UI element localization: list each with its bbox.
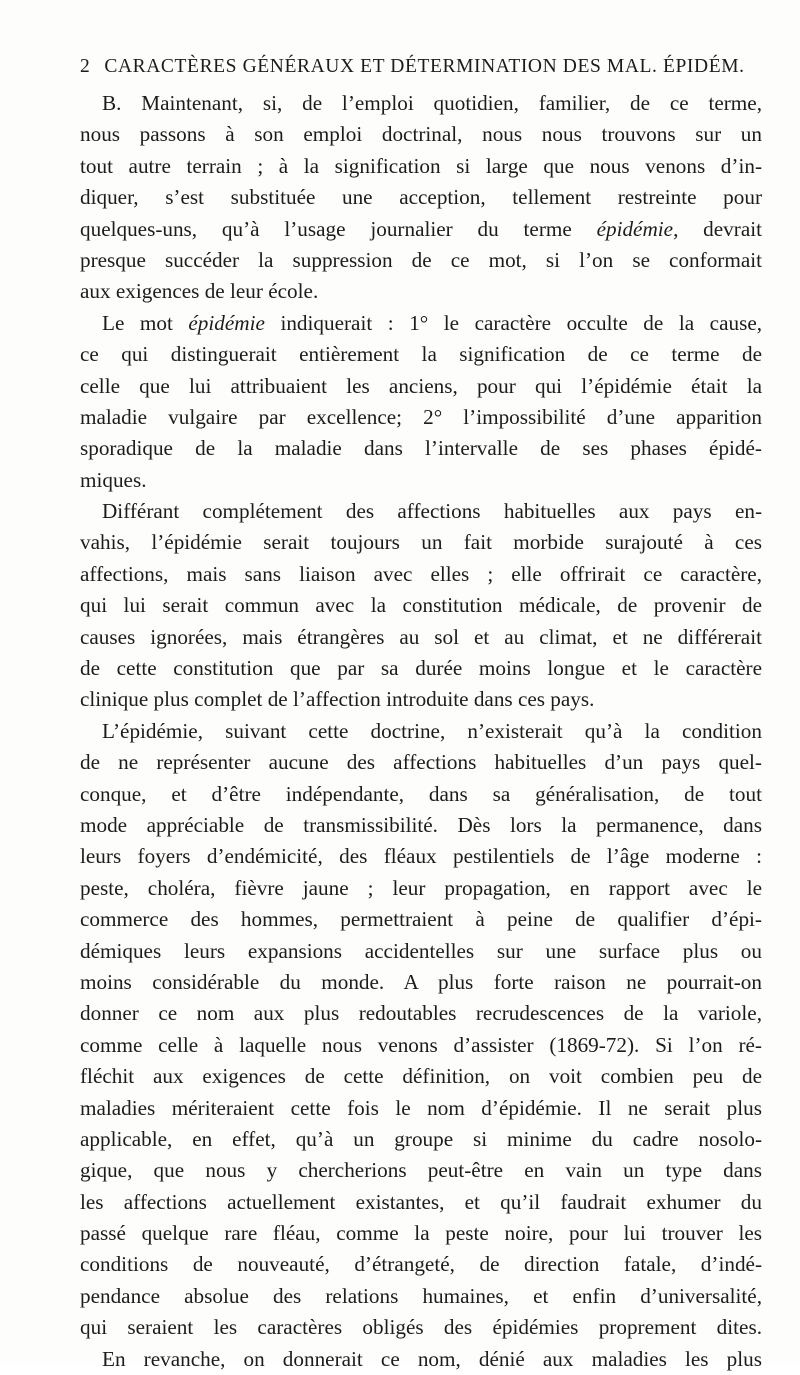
text-line: En revanche, on donnerait ce nom, dénié aux maladies les plus — [102, 1346, 762, 1371]
text-line: passé quelque rare fléau, comme la peste noire, pour lui trouver les — [80, 1221, 762, 1246]
text-line: maladie vulgaire par excellence; 2° l’impossibilité d’une apparition — [80, 404, 762, 429]
text-line: ce qui distinguerait entièrement la signification de ce terme de — [80, 342, 762, 367]
text-line: celle que lui attribuaient les anciens, pour qui l’épidémie était la — [80, 373, 762, 398]
text-line: maladies mériteraient cette fois le nom d’épidémie. Il ne serait plus — [80, 1095, 762, 1120]
text-line: miques. — [80, 467, 147, 492]
text-line: gique, que nous y chercherions peut-être en vain un type dans — [80, 1158, 762, 1183]
text-line: presque succéder la suppression de ce mot, si l’on se conformait — [80, 247, 762, 272]
text-line: qui lui serait commun avec la constitution médicale, de provenir de — [80, 593, 762, 618]
text-line: comme celle à laquelle nous venons d’assister (1869-72). Si l’on ré- — [80, 1032, 762, 1057]
text-line: commerce des hommes, permettraient à peine de qualifier d’épi- — [80, 907, 762, 932]
text-line: de cette constitution que par sa durée moins longue et le caractère — [80, 656, 762, 681]
page-number: 2 — [80, 56, 91, 77]
italic-term: épidémie — [596, 216, 674, 241]
text-line: pendance absolue des relations humaines, et enfin d’universalité, — [80, 1283, 762, 1308]
text-line: conque, et d’être indépendante, dans sa généralisation, de tout — [80, 781, 762, 806]
text-line: qui seraient les caractères obligés des épidémies proprement dites. — [80, 1315, 762, 1340]
text-line: Différant complétement des affections habituelles aux pays en- — [102, 499, 762, 524]
text-line: clinique plus complet de l’affection introduite dans ces pays. — [80, 687, 595, 712]
text-line: affections, mais sans liaison avec elles ; elle offrirait ce caractère, — [80, 561, 762, 586]
text-line: conditions de nouveauté, d’étrangeté, de direction fatale, d’indé- — [80, 1252, 762, 1277]
text-line: fléchit aux exigences de cette définition, on voit combien peu de — [80, 1064, 762, 1089]
text-line: aux exigences de leur école. — [80, 279, 319, 304]
italic-term: épidémie — [188, 310, 265, 335]
text-line: Le mot épidémie indiquerait : 1° le caractère occulte de la cause, — [102, 310, 763, 335]
running-header — [80, 56, 745, 78]
text-line: vahis, l’épidémie serait toujours un fait morbide surajouté à ces — [80, 530, 762, 555]
text-line: leurs foyers d’endémicité, des fléaux pestilentiels de l’âge moderne : — [80, 844, 762, 869]
text-line: diquer, s’est substituée une acception, tellement restreinte pour — [80, 185, 762, 210]
text-line: donner ce nom aux plus redoutables recrudescences de la variole, — [80, 1001, 762, 1026]
text-line: tout autre terrain ; à la signification si large que nous venons d’in- — [80, 153, 762, 178]
text-line: de ne représenter aucune des affections habituelles d’un pays quel- — [80, 750, 762, 775]
text-line: moins considérable du monde. A plus forte raison ne pourrait-on — [80, 969, 762, 994]
text-line: B. Maintenant, si, de l’emploi quotidien, familier, de ce terme, — [102, 91, 762, 115]
body-text — [80, 88, 762, 1375]
text-line: démiques leurs expansions accidentelles sur une surface plus ou — [80, 938, 762, 963]
text-line: causes ignorées, mais étrangères au sol et au climat, et ne différerait — [80, 624, 762, 649]
running-title: CARACTÈRES GÉNÉRAUX ET DÉTERMINATION DES MAL. ÉPIDÉM. — [104, 56, 745, 77]
text-line: nous passons à son emploi doctrinal, nous nous trouvons sur un — [80, 122, 762, 147]
text-line: L’épidémie, suivant cette doctrine, n’existerait qu’à la condition — [102, 718, 762, 743]
text-line: les affections actuellement existantes, et qu’il faudrait exhumer du — [80, 1189, 762, 1214]
text-line: applicable, en effet, qu’à un groupe si minime du cadre nosolo- — [80, 1126, 762, 1151]
text-line: peste, choléra, fièvre jaune ; leur propagation, en rapport avec le — [80, 875, 762, 900]
text-line: quelques-uns, qu’à l’usage journalier du terme épidémie, devrait — [80, 216, 762, 241]
text-line: mode appréciable de transmissibilité. Dès lors la permanence, dans — [80, 812, 762, 837]
text-line: sporadique de la maladie dans l’intervalle de ses phases épidé- — [80, 436, 762, 461]
